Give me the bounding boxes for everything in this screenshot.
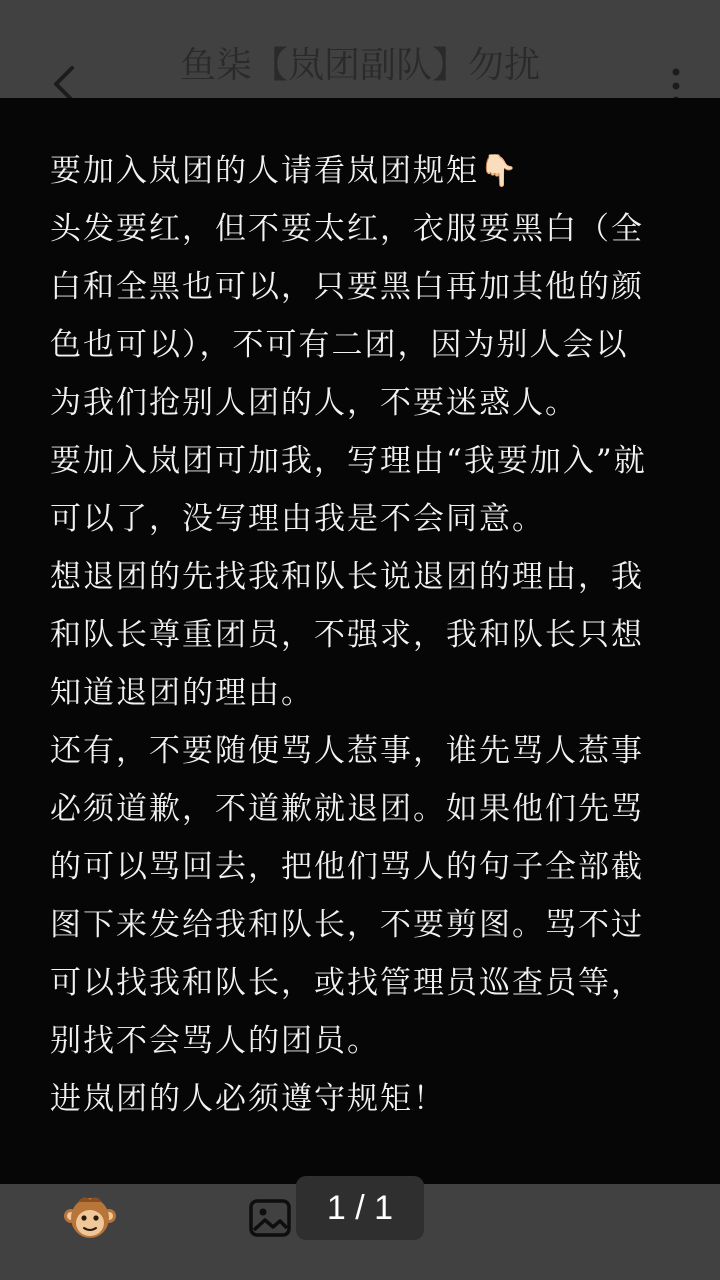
page-title: 鱼柒【岚团副队】勿扰 [179, 45, 540, 86]
rules-paragraph: 要加入岚团可加我，写理由“我要加入”就可以了，没写理由我是不会同意。 [50, 443, 647, 537]
rules-paragraph: 头发要红，但不要太红，衣服要黑白（全白和全黑也可以，只要黑白再加其他的颜色也可以），不可有二团，因为别人会以为我们抢别人团的人，不要迷惑人。 [50, 211, 644, 421]
rules-paragraph: 进岚团的人必须遵守规矩！ [50, 1081, 446, 1117]
rules-text [50, 142, 660, 1128]
rules-paragraph: 想退团的先找我和队长说退团的理由，我和队长尊重团员，不强求，我和队长只想知道退团的理由。 [50, 559, 644, 711]
monkey-avatar-icon[interactable] [62, 1190, 118, 1246]
page-counter: 1 / 1 [296, 1176, 424, 1240]
rules-paragraph: 还有，不要随便骂人惹事，谁先骂人惹事必须道歉，不道歉就退团。如果他们先骂的可以骂回去，把他们骂人的句子全部截图下来发给我和队长，不要剪图。骂不过可以找我和队长，或找管理员巡查员等，别找不会骂人的团员。 [50, 733, 644, 1059]
top-bar [0, 0, 720, 100]
rules-paragraph: 要加入岚团的人请看岚团规矩👇🏻 [50, 153, 520, 189]
image-icon[interactable] [248, 1196, 292, 1240]
